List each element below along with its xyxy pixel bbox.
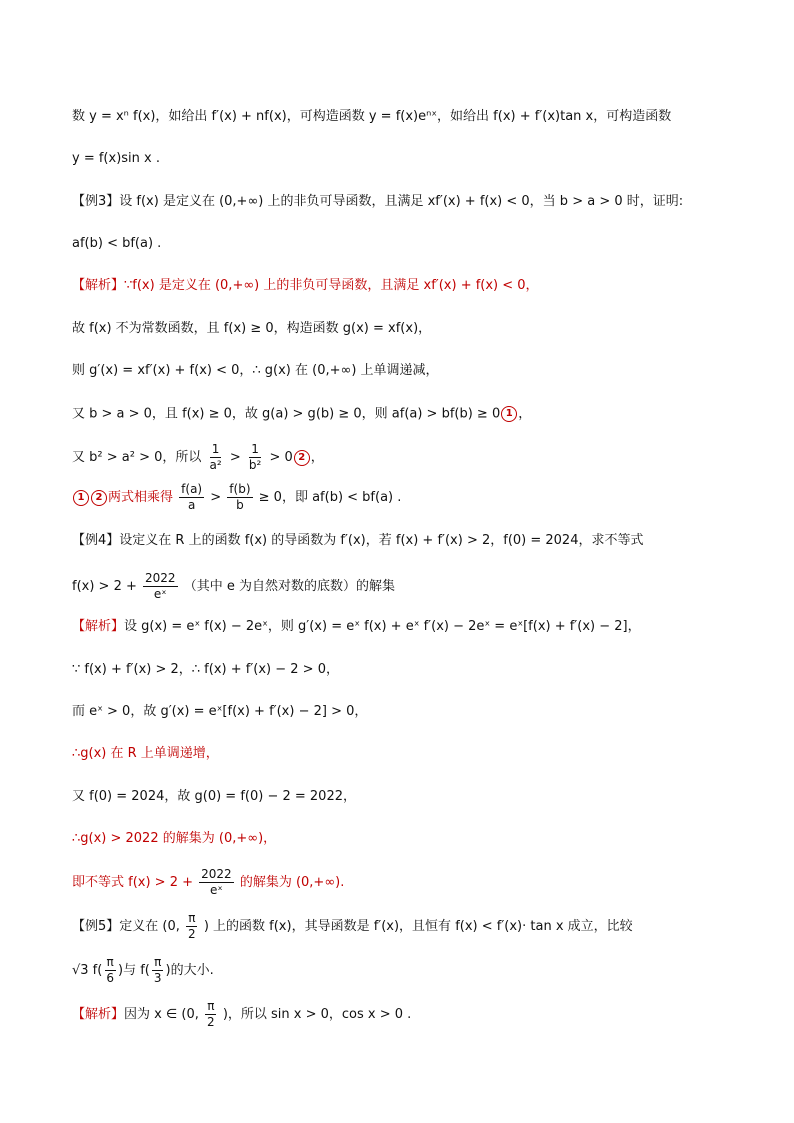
example-4-inequality xyxy=(72,572,754,601)
fraction-pi-over-2: $\frac{\pi}{2}$ xyxy=(207,999,215,1030)
fraction-1-over-b2: $\frac{1}{\text{b²}}$ xyxy=(248,442,262,473)
line-text: af(b) < bf(a) . xyxy=(72,236,162,251)
line-text: 故 f(x) 不为常数函数，且 f(x) ≥ 0，构造函数 g(x) = xf(x)， xyxy=(72,321,432,336)
line-text: 因为 x ∈ (0, xyxy=(124,1007,199,1023)
fraction-2022-over-ex: $\frac{2022}{\text{eˣ}}$ xyxy=(201,867,232,898)
greater-than: > xyxy=(210,490,222,506)
line-text: 的大小. xyxy=(170,963,214,979)
comma: ， xyxy=(310,450,324,466)
greater-than-zero: > 0 xyxy=(269,450,293,466)
line-text: ≥ 0，即 af(b) < bf(a) . xyxy=(258,490,402,506)
fraction-fa-over-a: $\frac{f(a)}{a}$ xyxy=(181,482,203,513)
solution-tag: 【解析】 xyxy=(72,619,125,634)
line-text: 【例5】定义在 (0, xyxy=(72,919,180,935)
line-text: 【例4】设定义在 R 上的函数 f(x) 的导函数为 f′(x)，若 f(x) + f′(x) > 2，f(0) = 2024，求不等式 xyxy=(72,533,644,548)
text-line-6 xyxy=(72,322,754,335)
example-5-statement xyxy=(72,912,754,941)
line-text: 与 f xyxy=(123,963,145,979)
line-text: ∵ f(x) + f′(x) > 2，∴ f(x) + f′(x) − 2 > 0， xyxy=(72,662,339,677)
fraction-2022-over-ex: $\frac{2022}{\text{eˣ}}$ xyxy=(145,571,176,602)
line-text: f(x) > 2 + xyxy=(72,579,137,595)
text-line-15 xyxy=(72,705,754,718)
text-line-14 xyxy=(72,663,754,676)
line-text: 又 b > a > 0，且 f(x) ≥ 0，故 g(a) > g(b) ≥ 0，则 af(a) > bf(b) ≥ 0 xyxy=(72,406,501,422)
text-line-9 xyxy=(72,443,754,472)
fraction-fb-over-b: $\frac{f(b)}{b}$ xyxy=(229,482,251,513)
text-line-17 xyxy=(72,790,754,803)
text-line-19 xyxy=(72,868,754,897)
line-text: )，所以 sin x > 0，cos x > 0 . xyxy=(222,1007,412,1023)
line-text: ∴g(x) > 2022 的解集为 (0,+∞)， xyxy=(72,831,277,846)
line-text: ∵f(x) 是定义在 (0,+∞) 上的非负可导函数，且满足 xf′(x) + f(x) < 0， xyxy=(124,278,539,293)
example-3-statement xyxy=(72,195,754,208)
line-text: ∴g(x) 在 R 上单调递增， xyxy=(72,746,219,761)
line-text: 【例3】设 f(x) 是定义在 (0,+∞) 上的非负可导函数，且满足 xf′(x) + f(x) < 0，当 b > a > 0 时，证明: xyxy=(72,194,684,209)
line-text: 的解集为 (0,+∞). xyxy=(239,875,345,891)
greater-than: > xyxy=(229,450,241,466)
line-text: 两式相乘得 xyxy=(108,490,174,506)
example-3-claim xyxy=(72,237,754,250)
fraction-pi-over-6: $\frac{\pi}{6}$ xyxy=(106,955,114,986)
line-text: ) 上的函数 f(x)，其导函数是 f′(x)，且恒有 f(x) < f′(x)· tan x 成立，比较 xyxy=(203,919,633,935)
line-text: （其中 e 为自然对数的底数）的解集 xyxy=(183,579,395,595)
example-5-solution-start xyxy=(72,1000,754,1029)
line-text: 则 g′(x) = xf′(x) + f(x) < 0，∴ g(x) 在 (0,+∞) 上单调递减， xyxy=(72,363,439,378)
line-text: 设 g(x) = eˣ f(x) − 2eˣ，则 g′(x) = eˣ f(x) + eˣ f′(x) − 2eˣ = eˣ[f(x) + f′(x) − 2]， xyxy=(124,619,641,634)
example-5-compare: √3 f( $\frac{\pi}{6}$ )与 f( $\frac{\pi}{3}$ )的大小. xyxy=(72,955,214,986)
circled-number-2: 2 xyxy=(91,490,107,506)
example-3-solution-start xyxy=(72,279,754,292)
fraction-1-over-a2: $\frac{1}{\text{a²}}$ xyxy=(209,442,222,473)
line-text: 数 y = xⁿ f(x)，如给出 f′(x) + nf(x)，可构造函数 y = f(x)eⁿˣ，如给出 f(x) + f′(x)tan x，可构造函数 xyxy=(72,109,672,124)
text-line-7 xyxy=(72,364,754,377)
line-text: 即不等式 f(x) > 2 + xyxy=(72,875,193,891)
text-line-16 xyxy=(72,747,754,760)
solution-tag: 【解析】 xyxy=(72,278,125,293)
circled-number-1: 1 xyxy=(501,406,517,422)
circled-number-2: 2 xyxy=(294,450,310,466)
example-4-statement xyxy=(72,534,754,547)
fraction-pi-over-2: $\frac{\pi}{2}$ xyxy=(188,911,196,942)
line-text: y = f(x)sin x . xyxy=(72,151,160,166)
text-line-10 xyxy=(72,483,754,512)
line-text: 又 b² > a² > 0，所以 xyxy=(72,450,202,466)
line-text: 而 eˣ > 0，故 g′(x) = eˣ[f(x) + f′(x) − 2] > 0， xyxy=(72,704,368,719)
text-line-1 xyxy=(72,110,754,123)
text-line-18 xyxy=(72,832,754,845)
line-text: 又 f(0) = 2024，故 g(0) = f(0) − 2 = 2022， xyxy=(72,789,356,804)
solution-tag: 【解析】 xyxy=(72,1007,125,1023)
circled-number-1: 1 xyxy=(73,490,89,506)
text-line-8 xyxy=(72,406,754,422)
fraction-pi-over-3: $\frac{\pi}{3}$ xyxy=(153,955,162,986)
text-line-2 xyxy=(72,152,754,165)
line-text: √3 f xyxy=(72,963,98,979)
comma: ， xyxy=(518,406,532,422)
example-4-solution-start xyxy=(72,620,754,633)
